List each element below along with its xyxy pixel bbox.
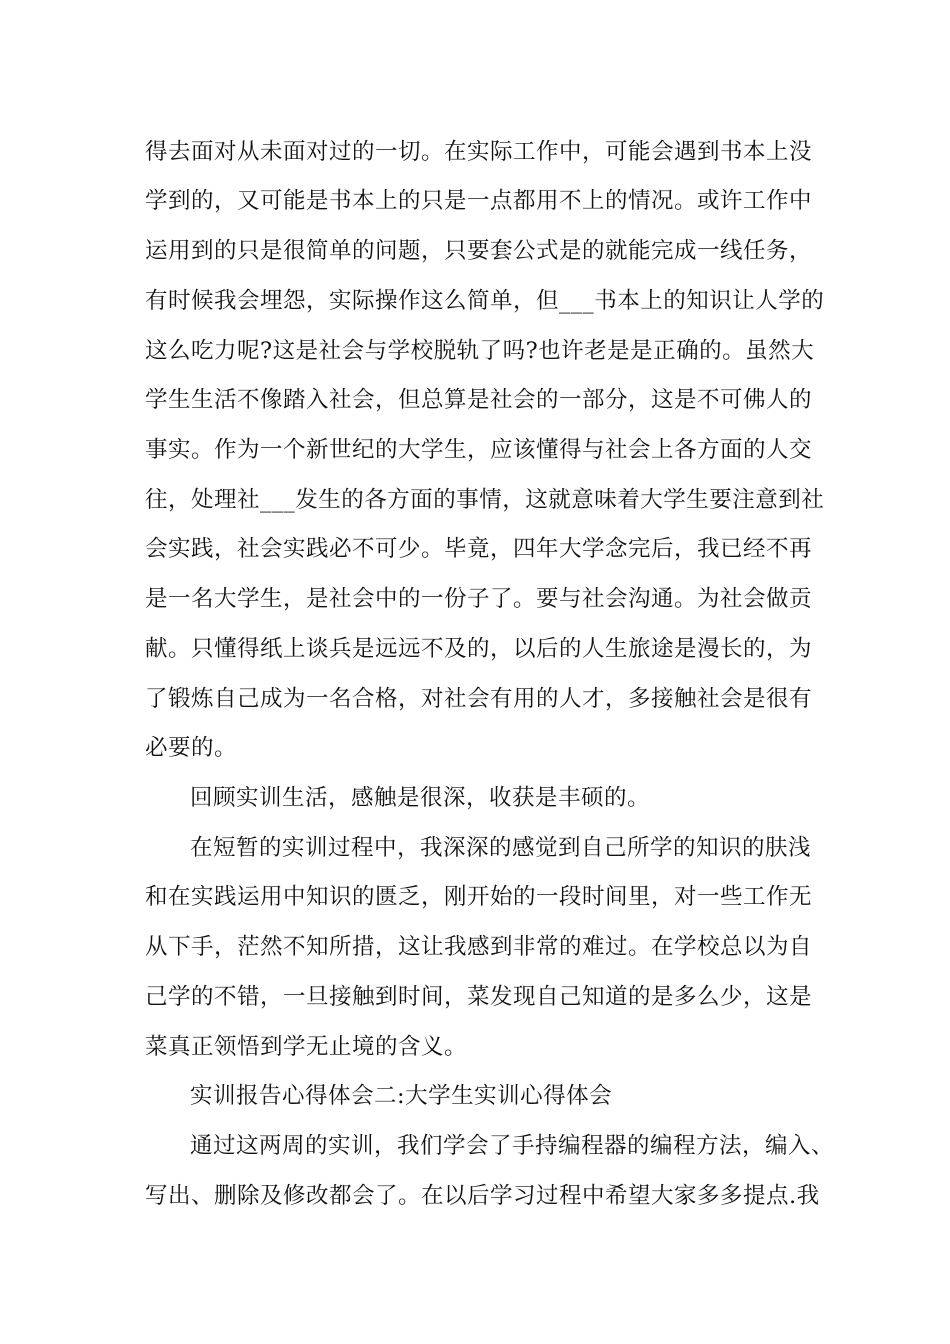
text-line: 必要的。 [145, 735, 238, 761]
text-line: 学到的，又可能是书本上的只是一点都用不上的情况。或许工作中 [145, 188, 813, 214]
text-line: 己学的不错，一旦接触到时间，菜发现自己知道的是多么少，这是 [145, 984, 813, 1010]
text-line: 学生生活不像踏入社会，但总算是社会的一部分，这是不可佛人的 [145, 387, 813, 413]
section-heading: 实训报告心得体会二:大学生实训心得体会 [190, 1083, 613, 1109]
text-line: 菜真正领悟到学无止境的含义。 [145, 1034, 468, 1060]
text-line: 献。只懂得纸上谈兵是远远不及的，以后的人生旅途是漫长的，为 [145, 636, 813, 662]
text-line: 是一名大学生，是社会中的一份子了。要与社会沟通。为社会做贡 [145, 586, 813, 612]
paragraph-line: 在短暂的实训过程中，我深深的感觉到自己所学的知识的肤浅 [190, 835, 812, 861]
text-line: 有时候我会埋怨，实际操作这么简单，但___书本上的知识让人学的 [145, 288, 825, 314]
text-line: 往，处理社___发生的各方面的事情，这就意味着大学生要注意到社 [145, 487, 825, 513]
text-line: 这么吃力呢?这是社会与学校脱轨了吗?也许老是是正确的。虽然大 [145, 338, 815, 364]
paragraph-line: 通过这两周的实训，我们学会了手持编程器的编程方法，编入、 [190, 1133, 835, 1159]
text-line: 会实践，社会实践必不可少。毕竟，四年大学念完后，我已经不再 [145, 536, 813, 562]
text-line: 得去面对从未面对过的一切。在实际工作中，可能会遇到书本上没 [145, 139, 813, 165]
text-line: 和在实践运用中知识的匮乏，刚开始的一段时间里，对一些工作无 [145, 884, 813, 910]
text-line: 从下手，茫然不知所措，这让我感到非常的难过。在学校总以为自 [145, 934, 813, 960]
text-line: 写出、删除及修改都会了。在以后学习过程中希望大家多多提点.我 [145, 1183, 820, 1209]
text-line: 了锻炼自己成为一名合格，对社会有用的人才，多接触社会是很有 [145, 686, 813, 712]
paragraph-line: 回顾实训生活，感触是很深，收获是丰硕的。 [190, 785, 651, 811]
text-line: 运用到的只是很简单的问题，只要套公式是的就能完成一线任务， [145, 238, 813, 264]
text-line: 事实。作为一个新世纪的大学生，应该懂得与社会上各方面的人交 [145, 437, 813, 463]
